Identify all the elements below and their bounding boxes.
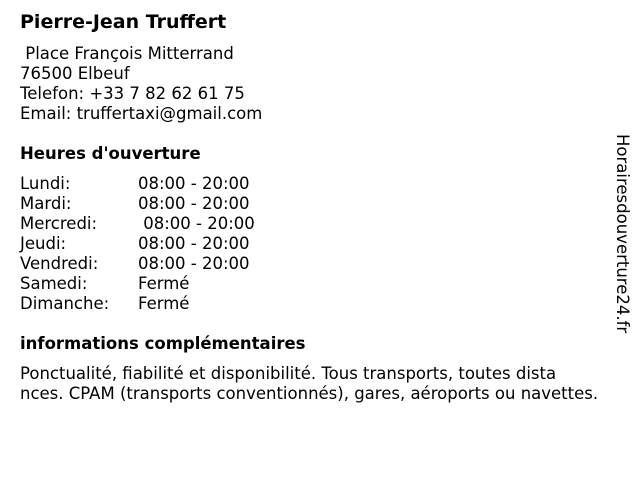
info-line: Ponctualité, fiabilité et disponibilité. Tous transports, toutes dista [20,364,557,383]
phone-number: Telefon: +33 7 82 62 61 75 [20,84,245,103]
time-value: Fermé [138,274,190,293]
time-value: Fermé [138,294,190,313]
hours-table [20,174,255,314]
time-value: 08:00 - 20:00 [138,194,250,213]
hours-row [20,214,255,234]
hours-heading: Heures d'ouverture [20,144,201,163]
info-heading: informations complémentaires [20,334,306,353]
email-address: Email: truffertaxi@gmail.com [20,104,263,123]
time-value: 08:00 - 20:00 [138,234,250,253]
hours-row [20,254,255,274]
business-name: Pierre-Jean Truffert [20,11,227,33]
day-label: Vendredi: [20,254,99,273]
day-label: Jeudi: [20,234,67,253]
day-label: Dimanche: [20,294,110,313]
day-label: Mercredi: [20,214,98,233]
hours-row [20,234,255,254]
watermark [610,134,634,346]
day-label: Lundi: [20,174,71,193]
time-value: 08:00 - 20:00 [138,254,250,273]
hours-row [20,274,255,294]
info-line: nces. CPAM (transports conventionnés), gares, aéroports ou navettes. [20,384,599,403]
time-value: 08:00 - 20:00 [138,214,255,233]
address-city: 76500 Elbeuf [20,64,130,83]
address-street: Place François Mitterrand [20,44,234,63]
day-label: Mardi: [20,194,72,213]
day-label: Samedi: [20,274,88,293]
hours-row [20,174,255,194]
time-value: 08:00 - 20:00 [138,174,250,193]
hours-row [20,294,255,314]
hours-row [20,194,255,214]
info-text [20,364,620,404]
contact-block [20,44,262,124]
watermark-text: Horairesdouverture24.fr [613,134,632,334]
